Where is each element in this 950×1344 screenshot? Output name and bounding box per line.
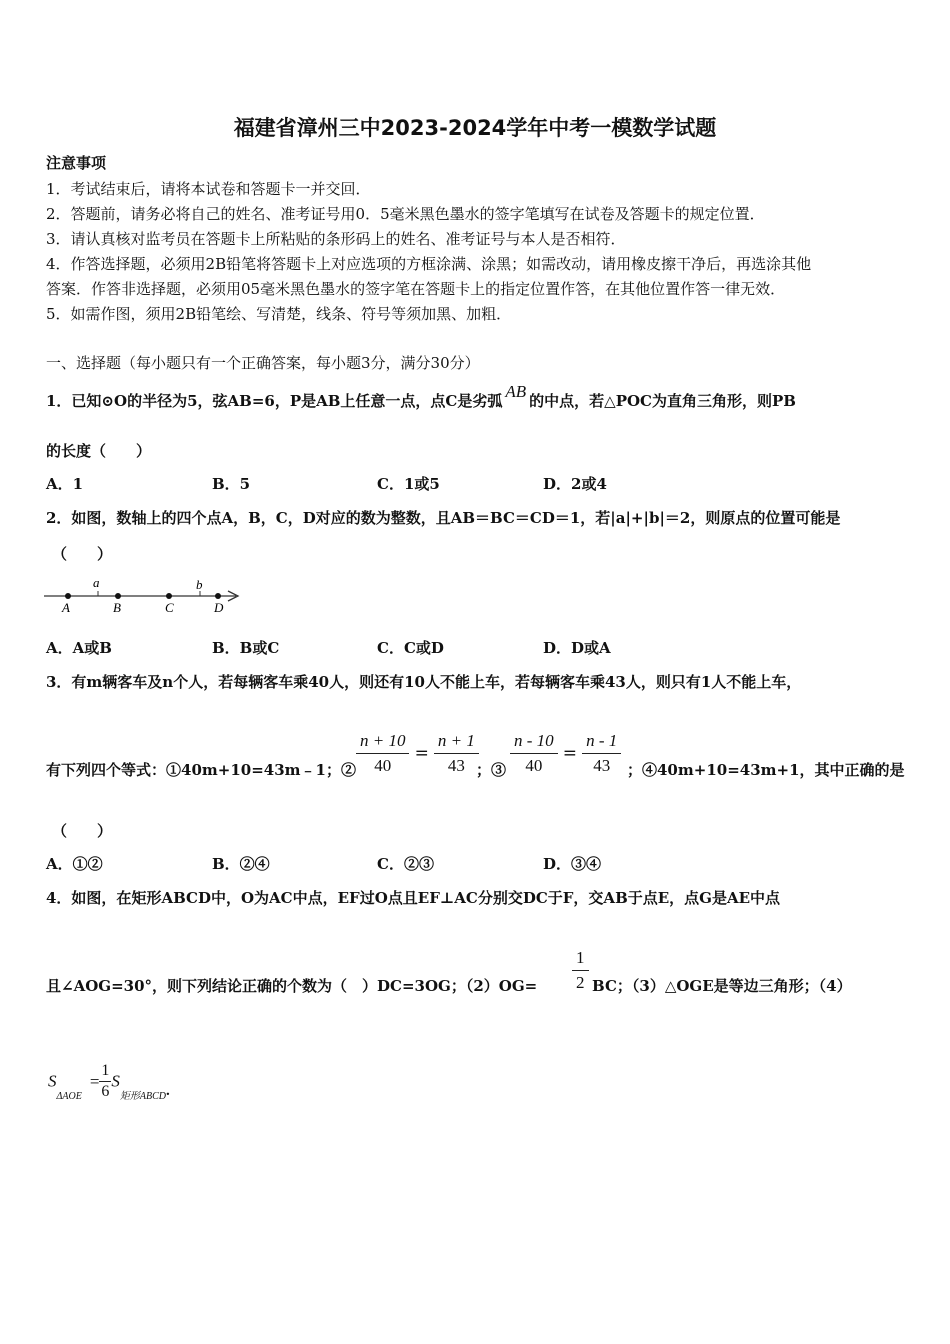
equals-sign: = <box>562 743 578 764</box>
question-1-stem-end: 的长度（ ） <box>46 442 152 460</box>
question-1-text <box>46 382 796 411</box>
notice-item: 5．如需作图，须用2B铅笔绘、写清楚，线条、符号等须加黑、加粗． <box>46 305 512 323</box>
eq3-num1: n - 10 <box>510 731 558 754</box>
label-c: C <box>165 600 174 615</box>
point-d-dot <box>215 593 221 599</box>
label-b: B <box>113 600 121 615</box>
q4-text-b1: 且∠AOG=30°，则下列结论正确的个数为（ ）DC=3OG；（2）OG= <box>46 977 538 995</box>
q3-text-b1: 有下列四个等式：①40m+10=43m﹣1；② <box>46 761 356 779</box>
eq3-den1: 40 <box>525 756 543 775</box>
arc-label: AB <box>505 382 527 401</box>
page-title: 福建省漳州三中2023-2024学年中考一模数学试题 <box>233 116 717 140</box>
equation-2 <box>356 731 479 776</box>
notice-item: 3．请认真核对监考员在答题卡上所粘贴的条形码上的姓名、准考证号与本人是否相符． <box>46 230 626 248</box>
q3-text-b3: ；④40m+10=43m+1，其中正确的是 <box>627 761 905 779</box>
option-d: D．2或4 <box>543 475 607 493</box>
option-d: D．D或A <box>543 639 611 657</box>
option-b: B．②④ <box>212 855 270 873</box>
half-den: 2 <box>576 973 585 992</box>
point-b-dot <box>115 593 121 599</box>
notice-item: 答案．作答非选择题，必须用05毫米黑色墨水的签字笔在答题卡上的指定位置作答，在其他位置作答一律无效． <box>46 280 786 298</box>
eq2-den2: 43 <box>447 756 465 775</box>
equals-sign: = <box>414 743 429 764</box>
question-2-text: 2．如图，数轴上的四个点A，B，C，D对应的数为整数，且AB＝BC＝CD＝1，若|a|+|b|＝2，则原点的位置可能是 <box>46 509 841 527</box>
eq3-num2: n - 1 <box>582 731 621 754</box>
point-a-dot <box>65 593 71 599</box>
question-4-text: 4．如图，在矩形ABCD中，O为AC中点，EF过O点且EF⊥AC分别交DC于F，交AB于点E，点G是AE中点 <box>46 889 781 907</box>
option-a: A．1 <box>46 475 84 493</box>
option-a: A．A或B <box>46 639 112 657</box>
mark-b: b <box>196 577 203 592</box>
number-line-figure <box>44 574 244 618</box>
option-d: D．③④ <box>543 855 602 873</box>
label-a: A <box>62 600 70 615</box>
option-b: B．B或C <box>212 639 280 657</box>
half-num: 1 <box>572 948 589 971</box>
notice-item: 4．作答选择题，必须用2B铅笔将答题卡上对应选项的方框涂满、涂黑；如需改动，请用橡皮擦干净后，再选涂其他 <box>46 255 812 273</box>
notice-item: 2．答题前，请务必将自己的姓名、准考证号用0．5毫米黑色墨水的签字笔填写在试卷及答题卡的规定位置． <box>46 205 765 223</box>
question-3-text: 3．有m辆客车及n个人，若每辆客车乘40人，则还有10人不能上车，若每辆客车乘43人，则只有1人不能上车， <box>46 673 802 691</box>
point-c-dot <box>166 593 172 599</box>
formula-den: 6 <box>101 1083 110 1100</box>
notice-item: 1．考试结束后，请将本试卷和答题卡一并交回． <box>46 180 371 198</box>
formula-sub1: ΔAOE <box>56 1091 82 1103</box>
equation-3 <box>510 731 621 776</box>
option-c: C．C或D <box>377 639 444 657</box>
q1-text-a: 1．已知⊙O的半径为5，弦AB=6，P是AB上任意一点，点C是劣弧 <box>46 392 503 410</box>
area-formula <box>48 1062 170 1102</box>
formula-s1: S <box>48 1071 57 1091</box>
mark-a: a <box>93 575 100 590</box>
option-c: C．②③ <box>377 855 434 873</box>
notice-heading: 注意事项 <box>46 154 107 172</box>
formula-s2: S <box>111 1071 120 1091</box>
eq2-num2: n + 1 <box>434 731 479 754</box>
question-3-stem-end: （ ） <box>52 822 113 840</box>
question-2-stem-end: （ ） <box>52 545 113 563</box>
option-b: B．5 <box>212 475 251 493</box>
eq2-num1: n + 10 <box>356 731 409 754</box>
q3-text-b2: ；③ <box>476 761 507 779</box>
section-heading: 一、选择题（每小题只有一个正确答案，每小题3分，满分30分） <box>46 354 480 372</box>
formula-sub2: 矩形ABCD <box>119 1091 167 1103</box>
q4-text-b2: BC；（3）△OGE是等边三角形；（4） <box>592 977 852 995</box>
eq3-den2: 43 <box>593 756 611 775</box>
label-d: D <box>214 600 224 615</box>
eq2-den1: 40 <box>374 756 392 775</box>
fraction-half <box>572 948 589 993</box>
formula-eq: = <box>89 1071 100 1091</box>
option-c: C．1或5 <box>377 475 440 493</box>
q1-text-b: 的中点，若△POC为直角三角形，则PB <box>529 392 796 410</box>
option-a: A．①② <box>46 855 103 873</box>
formula-end: . <box>166 1083 170 1100</box>
formula-num: 1 <box>99 1062 111 1082</box>
